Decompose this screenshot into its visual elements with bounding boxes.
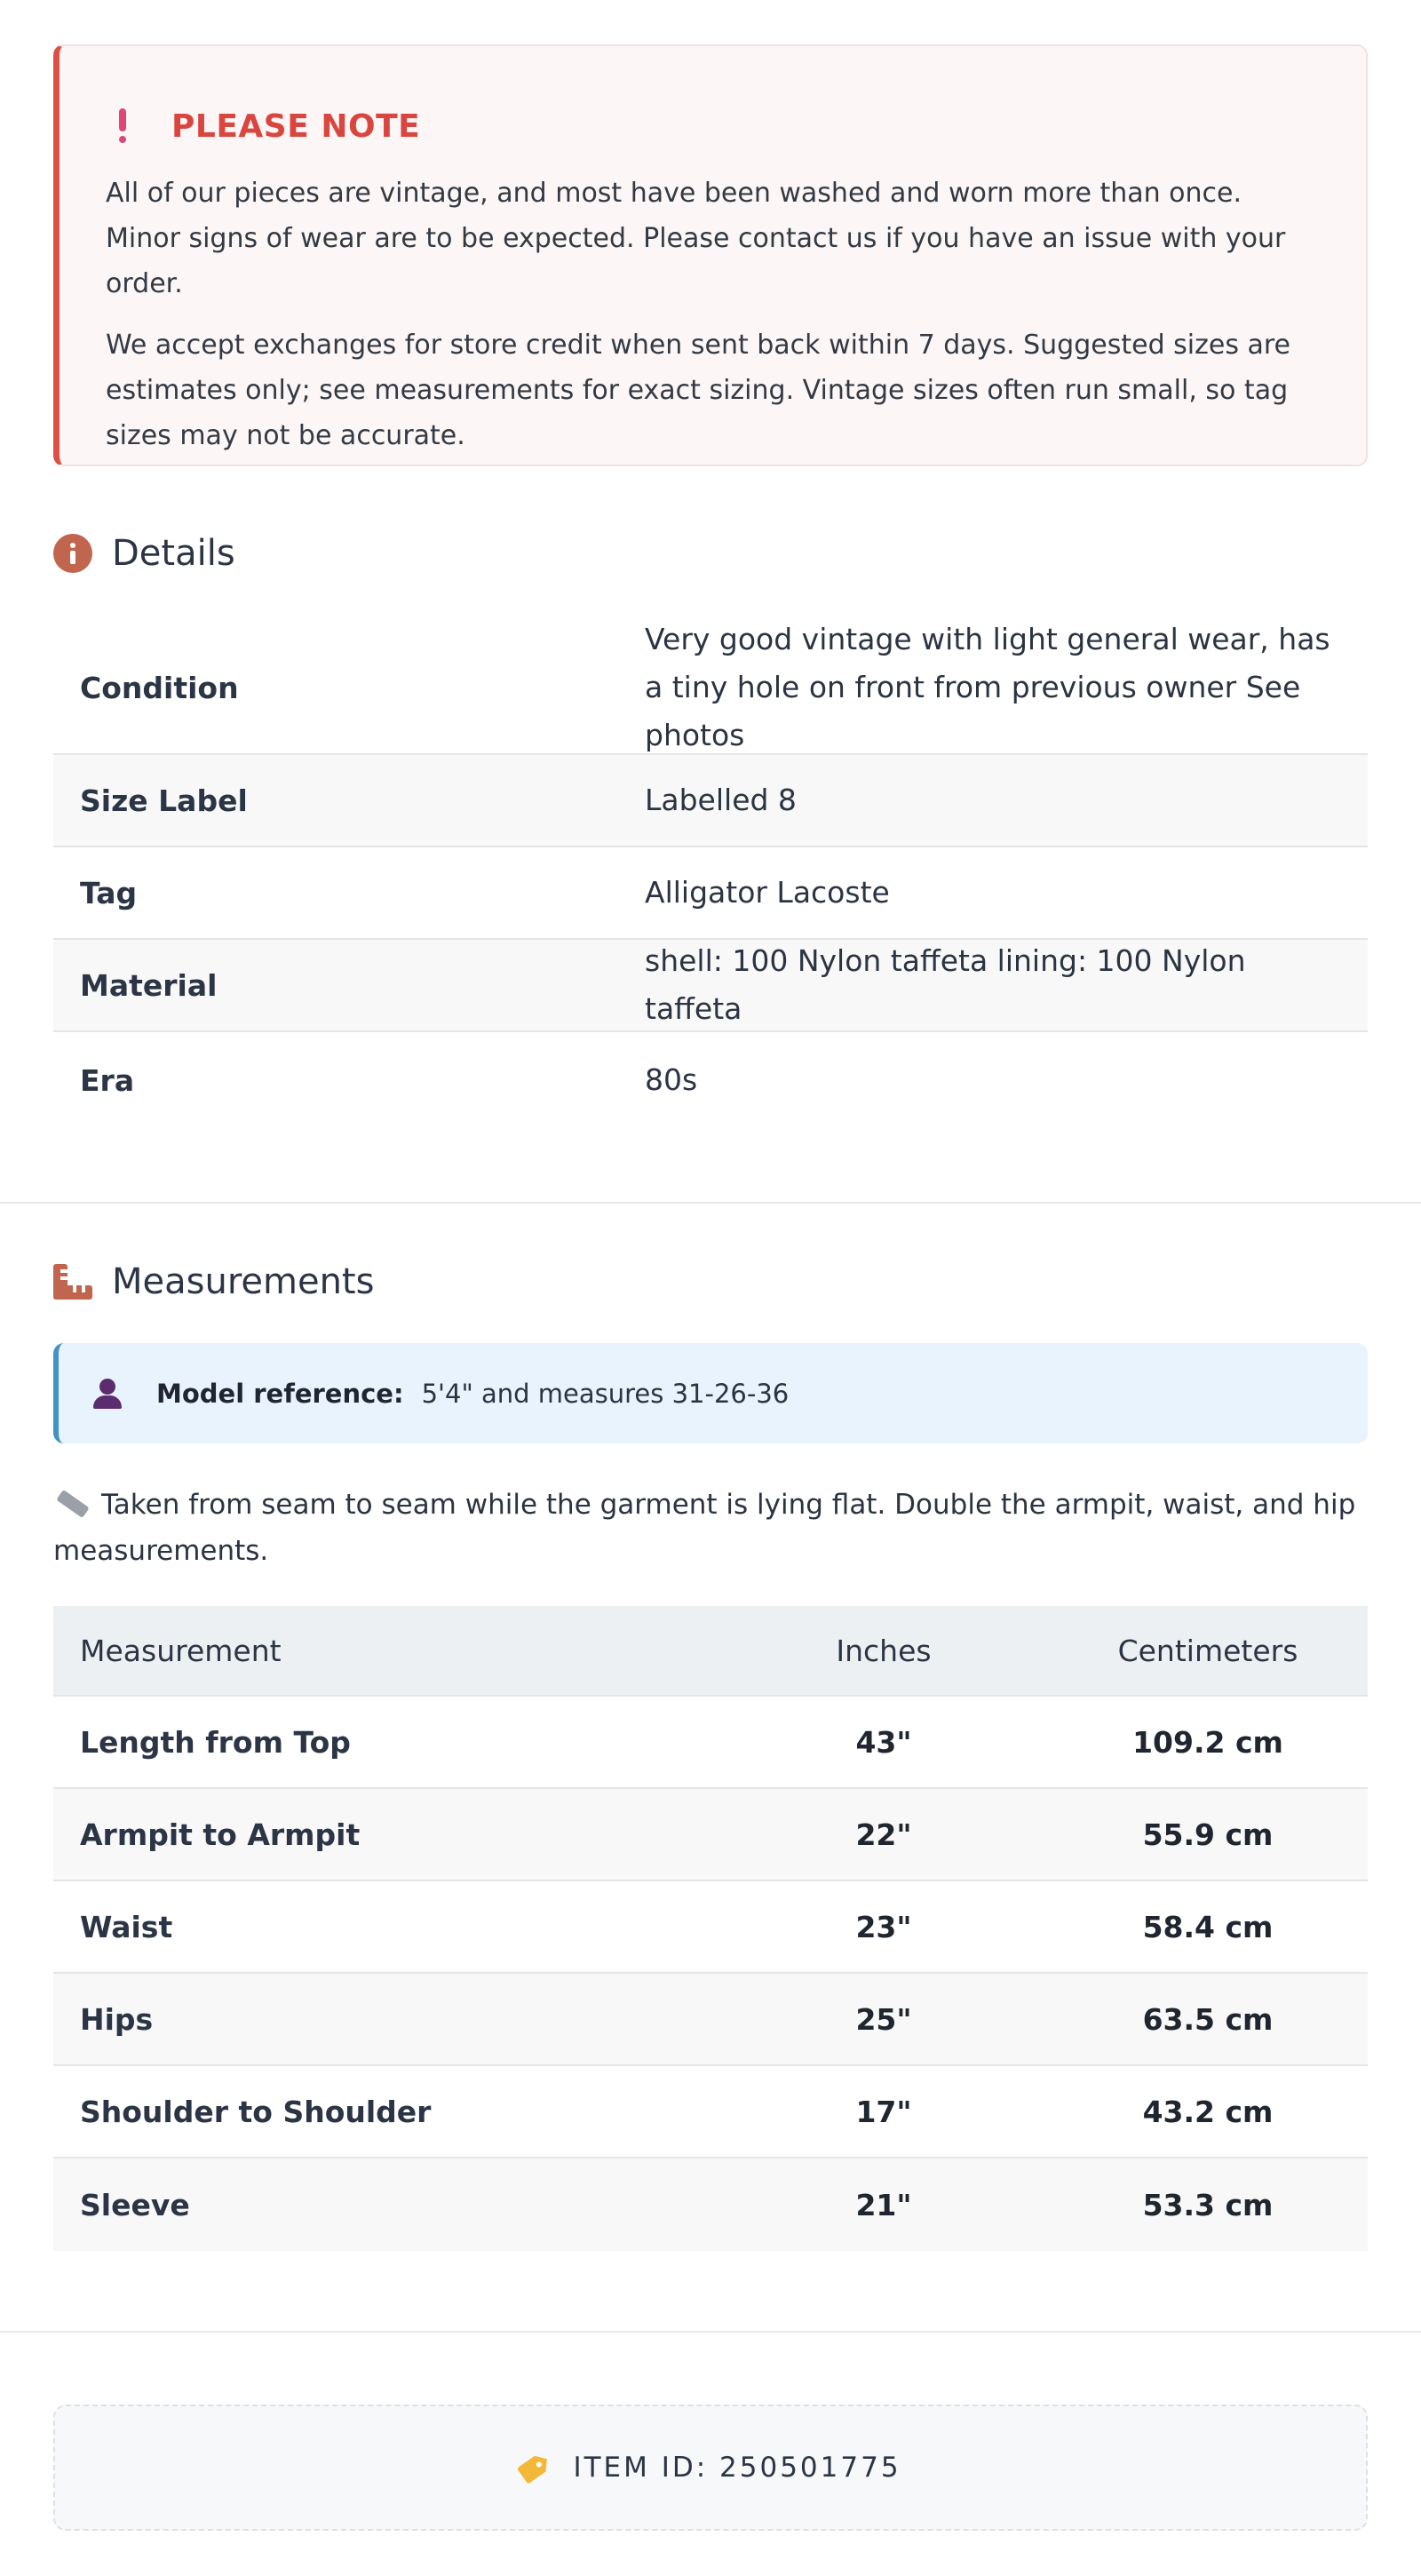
measurement-inches: 25" <box>855 2001 912 2037</box>
model-reference-value: 5'4" and measures 31-26-36 <box>421 1378 790 1409</box>
measurement-name: Sleeve <box>80 2187 190 2222</box>
measurement-inches: 21" <box>855 2187 912 2222</box>
details-row-era <box>53 1032 1368 1128</box>
notice-paragraph: All of our pieces are vintage, and most have been washed and worn more than once. Minor signs of wear are to be expected. Please contact us if you have an issue with your order. <box>106 178 1286 299</box>
notice-title: PLEASE NOTE <box>171 107 421 145</box>
details-label: Tag <box>80 875 138 910</box>
measurement-name: Hips <box>80 2001 154 2037</box>
measurement-cm: 58.4 cm <box>1142 1909 1274 1944</box>
details-label: Material <box>80 967 218 1003</box>
measurement-inches: 22" <box>855 1817 912 1852</box>
column-header-measurement: Measurement <box>80 1633 282 1668</box>
table-row <box>53 1881 1368 1974</box>
measurements-title: Measurements <box>112 1261 375 1302</box>
ruler-icon <box>53 1264 92 1300</box>
details-row-material <box>53 940 1368 1032</box>
details-value: Very good vintage with light general wear, has a tiny hole on front from previous owner See photos <box>645 622 1330 752</box>
details-value: Alligator Lacoste <box>645 875 890 910</box>
details-title: Details <box>112 533 235 574</box>
details-value: 80s <box>645 1062 698 1097</box>
measurement-cm: 43.2 cm <box>1142 2094 1274 2129</box>
measurement-note-text: Taken from seam to seam while the garment is lying flat. Double the armpit, waist, and hip measurements. <box>53 1489 1356 1567</box>
details-label: Condition <box>80 670 239 705</box>
model-reference-label: Model reference: <box>156 1378 404 1409</box>
details-table <box>53 622 1368 1128</box>
measurements-heading <box>53 1261 374 1302</box>
details-row-size-label <box>53 755 1368 847</box>
table-row <box>53 2066 1368 2159</box>
table-row <box>53 1974 1368 2066</box>
measurement-cm: 53.3 cm <box>1142 2187 1274 2222</box>
notice-box <box>53 44 1368 466</box>
table-row <box>53 2159 1368 2251</box>
details-value: shell: 100 Nylon taffeta lining: 100 Nylon taffeta <box>645 943 1246 1026</box>
exclamation-icon <box>116 108 129 144</box>
item-id-box <box>53 2405 1368 2531</box>
measurement-cm: 109.2 cm <box>1132 1724 1283 1760</box>
column-header-centimeters: Centimeters <box>1117 1633 1298 1668</box>
details-label: Era <box>80 1062 135 1098</box>
notice-header <box>106 99 1320 153</box>
measurement-inches: 23" <box>855 1909 912 1944</box>
measurements-table <box>53 1606 1368 2251</box>
measurements-header-row <box>53 1606 1368 1697</box>
details-value: Labelled 8 <box>645 783 797 817</box>
table-row <box>53 1789 1368 1881</box>
measurement-cm: 63.5 cm <box>1142 2001 1274 2037</box>
tag-icon <box>517 2451 552 2485</box>
item-id-text: ITEM ID: 250501775 <box>573 2452 901 2484</box>
details-heading <box>53 533 235 574</box>
measurement-note <box>53 1482 1368 1574</box>
measurement-name: Waist <box>80 1909 173 1944</box>
measurement-name: Length from Top <box>80 1724 351 1760</box>
user-icon <box>92 1379 123 1409</box>
measurement-name: Shoulder to Shoulder <box>80 2094 432 2129</box>
section-divider <box>0 1202 1421 1204</box>
section-divider <box>0 2331 1421 2333</box>
details-row-condition <box>53 622 1368 755</box>
model-reference-box <box>53 1343 1368 1443</box>
measurement-cm: 55.9 cm <box>1142 1817 1274 1852</box>
measurement-inches: 43" <box>855 1724 912 1760</box>
details-label: Size Label <box>80 783 248 818</box>
table-row <box>53 1697 1368 1789</box>
measurement-inches: 17" <box>855 2094 912 2129</box>
info-circle-icon <box>53 534 92 573</box>
details-row-tag <box>53 847 1368 940</box>
pencil-icon <box>56 1489 90 1517</box>
measurement-name: Armpit to Armpit <box>80 1817 361 1852</box>
column-header-inches: Inches <box>836 1633 932 1668</box>
notice-paragraph: We accept exchanges for store credit when sent back within 7 days. Suggested sizes are estimates only; see measurements for exact sizing. Vintage sizes often run small, so tag sizes may not be accurate. <box>106 330 1291 451</box>
